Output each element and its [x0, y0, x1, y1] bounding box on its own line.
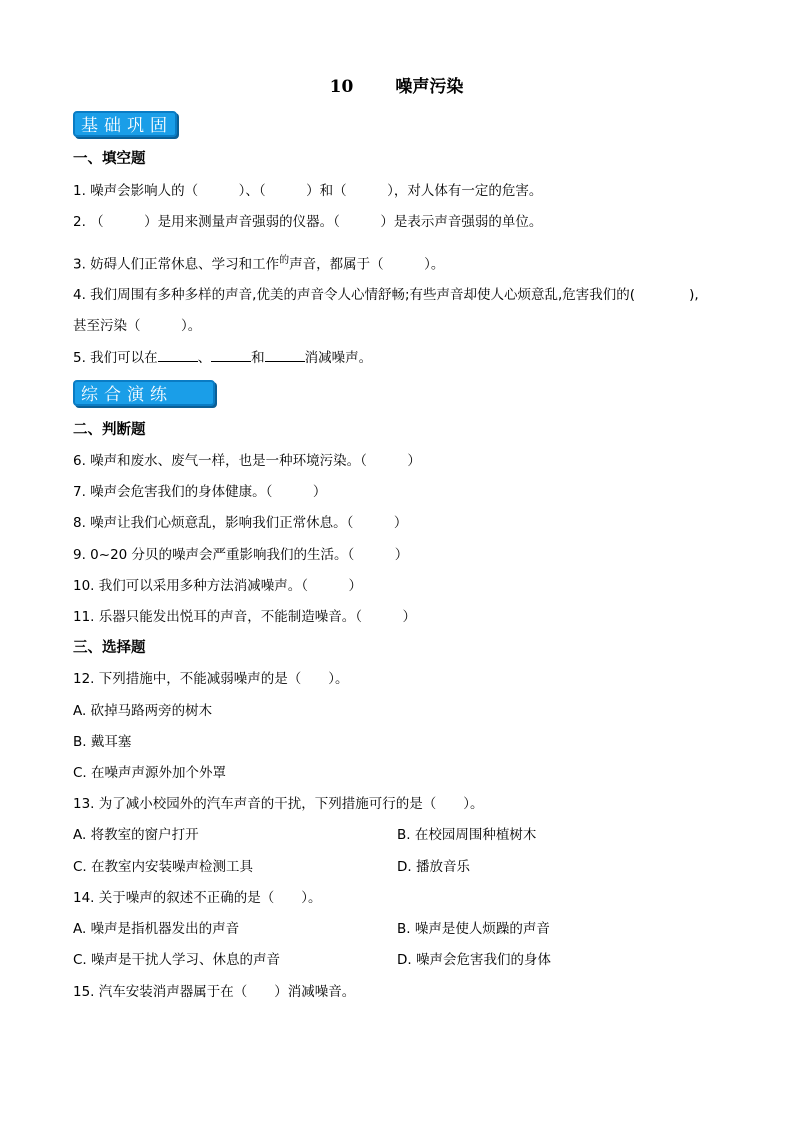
section-judge: 二、判断题: [73, 422, 146, 438]
q14-option-a: A. 噪声是指机器发出的声音: [73, 921, 240, 937]
question-8: 8. 噪声让我们心烦意乱，影响我们正常休息。（ ）: [73, 515, 408, 531]
q13-option-b: B. 在校园周围种植树木: [397, 827, 537, 843]
q12-option-b: B. 戴耳塞: [73, 734, 132, 750]
blank: [158, 348, 198, 362]
q5-c: 和: [251, 350, 265, 366]
question-7: 7. 噪声会危害我们的身体健康。（ ）: [73, 484, 327, 500]
q14-option-c: C. 噪声是干扰人学习、休息的声音: [73, 952, 281, 968]
q5-d: 消减噪声。: [304, 350, 373, 366]
section-fill: 一、填空题: [73, 151, 146, 167]
q3-before: 3. 妨碍人们正常休息、学习和工作: [73, 256, 280, 273]
blank: [265, 348, 305, 362]
question-5: [73, 348, 372, 367]
q3-sup: 的: [279, 255, 290, 266]
q14-option-b: B. 噪声是使人烦躁的声音: [397, 921, 550, 937]
lesson-number: 10: [329, 77, 354, 97]
question-4-line2: 甚至污染（ ）。: [73, 318, 202, 334]
question-9: 9. 0~20 分贝的噪声会严重影响我们的生活。（ ）: [73, 547, 409, 563]
question-13-stem: 13. 为了减小校园外的汽车声音的干扰，下列措施可行的是（ ）。: [73, 796, 484, 812]
q5-b: 、: [197, 350, 212, 366]
question-4-line1: 4. 我们周围有多种多样的声音,优美的声音令人心情舒畅;有些声音却使人心烦意乱,危害我们的( ),: [73, 287, 699, 303]
q3-after: 声音，都属于（ ）。: [289, 256, 445, 273]
q5-a: 5. 我们可以在: [73, 350, 158, 366]
question-15: 15. 汽车安装消声器属于在（ ）消减噪音。: [73, 984, 356, 1000]
q13-option-c: C. 在教室内安装噪声检测工具: [73, 859, 254, 875]
question-10: 10. 我们可以采用多种方法消减噪声。（ ）: [73, 578, 363, 594]
question-11: 11. 乐器只能发出悦耳的声音，不能制造噪音。（ ）: [73, 609, 417, 625]
question-12-stem: 12. 下列措施中，不能减弱噪声的是（ ）。: [73, 671, 349, 687]
blank: [211, 348, 251, 362]
question-2: 2. （ ）是用来测量声音强弱的仪器。（ ）是表示声音强弱的单位。: [73, 214, 543, 230]
banner-basic: 基础巩固: [73, 111, 177, 137]
question-14-stem: 14. 关于噪声的叙述不正确的是（ ）。: [73, 890, 322, 906]
question-3: [73, 252, 444, 274]
banner-comprehensive: 综合演练: [73, 380, 215, 406]
q13-option-a: A. 将教室的窗户打开: [73, 827, 199, 843]
question-6: 6. 噪声和废水、废气一样，也是一种环境污染。（ ）: [73, 453, 421, 469]
question-1: 1. 噪声会影响人的（ ）、（ ）和（ ），对人体有一定的危害。: [73, 183, 543, 199]
q14-option-d: D. 噪声会危害我们的身体: [397, 952, 551, 968]
section-choice: 三、选择题: [73, 640, 146, 656]
page-title: [0, 72, 793, 97]
q12-option-a: A. 砍掉马路两旁的树木: [73, 703, 213, 719]
q12-option-c: C. 在噪声声源外加个外罩: [73, 765, 227, 781]
lesson-title: 噪声污染: [395, 77, 464, 97]
q13-option-d: D. 播放音乐: [397, 859, 470, 875]
